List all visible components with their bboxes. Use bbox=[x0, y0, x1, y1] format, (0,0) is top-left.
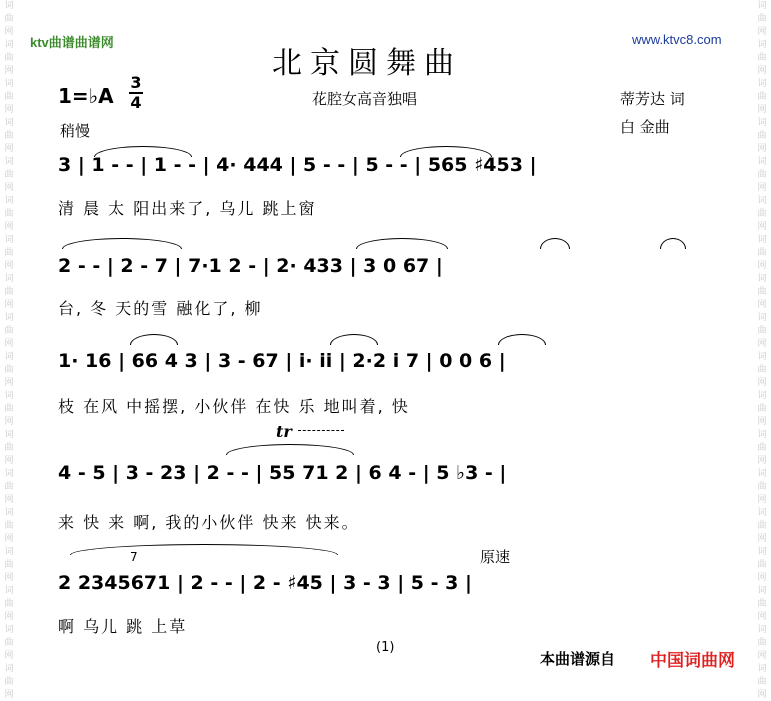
page-number: (1) bbox=[376, 640, 395, 655]
watermark-char: 曲 bbox=[757, 521, 767, 531]
tie-arc bbox=[356, 238, 448, 249]
tie-arc bbox=[498, 334, 546, 345]
watermark-char: 词 bbox=[757, 118, 767, 128]
watermark-char: 词 bbox=[757, 40, 767, 50]
site-label-left: ktv曲谱曲谱网 bbox=[30, 35, 114, 50]
watermark-char: 网 bbox=[757, 183, 767, 193]
watermark-char: 网 bbox=[757, 144, 767, 154]
notation-line-4: 4 - 5 | 3 - 23 | 2 - - | 55 71 2 | 6 4 - | 5 ♭3 - | bbox=[58, 462, 507, 484]
watermark-char: 曲 bbox=[4, 482, 14, 492]
watermark-char: 网 bbox=[757, 105, 767, 115]
watermark-char: 网 bbox=[4, 456, 14, 466]
watermark-char: 网 bbox=[757, 612, 767, 622]
lyric-line-4: 来 快 来 啊, 我的小伙伴 快来 快来。 bbox=[58, 513, 360, 532]
watermark-char: 词 bbox=[757, 586, 767, 596]
watermark-char: 网 bbox=[757, 456, 767, 466]
watermark-char: 网 bbox=[4, 534, 14, 544]
watermark-char: 词 bbox=[4, 235, 14, 245]
watermark-char: 词 bbox=[757, 430, 767, 440]
watermark-char: 词 bbox=[4, 664, 14, 674]
watermark-char: 词 bbox=[4, 118, 14, 128]
time-top: 3 bbox=[130, 73, 142, 92]
watermark-char: 网 bbox=[757, 651, 767, 661]
tempo-change: 原速 bbox=[480, 548, 511, 566]
watermark-char: 词 bbox=[757, 157, 767, 167]
watermark-char: 曲 bbox=[4, 599, 14, 609]
watermark-char: 曲 bbox=[757, 53, 767, 63]
watermark-char: 曲 bbox=[757, 443, 767, 453]
watermark-char: 词 bbox=[4, 508, 14, 518]
tie-arc bbox=[540, 238, 570, 249]
watermark-char: 曲 bbox=[4, 53, 14, 63]
watermark-char: 网 bbox=[4, 690, 14, 700]
watermark-char: 网 bbox=[757, 573, 767, 583]
lyric-line-1: 清 晨 太 阳出来了, 乌儿 跳上窗 bbox=[58, 199, 317, 218]
performance-note: 花腔女高音独唱 bbox=[312, 90, 418, 108]
watermark-char: 词 bbox=[757, 547, 767, 557]
tie-arc bbox=[660, 238, 686, 249]
watermark-char: 网 bbox=[4, 612, 14, 622]
watermark-char: 词 bbox=[757, 235, 767, 245]
watermark-char: 词 bbox=[4, 547, 14, 557]
watermark-char: 曲 bbox=[4, 365, 14, 375]
watermark-char: 网 bbox=[757, 261, 767, 271]
watermark-char: 曲 bbox=[757, 131, 767, 141]
watermark-char: 曲 bbox=[4, 560, 14, 570]
watermark-char: 曲 bbox=[757, 677, 767, 687]
watermark-char: 词 bbox=[4, 469, 14, 479]
notation-line-3: 1· 16 | 66 4 3 | 3 - 67 | i· ii | 2·2 i 7 | 0 0 6 | bbox=[58, 350, 506, 372]
watermark-char: 词 bbox=[757, 313, 767, 323]
watermark-char: 曲 bbox=[4, 521, 14, 531]
watermark-char: 曲 bbox=[757, 14, 767, 24]
watermark-char: 词 bbox=[4, 79, 14, 89]
watermark-char: 网 bbox=[4, 417, 14, 427]
watermark-char: 网 bbox=[4, 300, 14, 310]
watermark-char: 词 bbox=[4, 430, 14, 440]
trill-mark: tr bbox=[276, 422, 292, 441]
time-bottom: 4 bbox=[130, 93, 142, 112]
watermark-char: 曲 bbox=[757, 287, 767, 297]
watermark-char: 词 bbox=[4, 40, 14, 50]
watermark-char: 曲 bbox=[4, 404, 14, 414]
watermark-char: 网 bbox=[4, 378, 14, 388]
watermark-char: 词 bbox=[4, 352, 14, 362]
watermark-char: 词 bbox=[757, 196, 767, 206]
watermark-char: 曲 bbox=[4, 92, 14, 102]
watermark-char: 词 bbox=[757, 1, 767, 11]
watermark-char: 词 bbox=[4, 391, 14, 401]
watermark-char: 网 bbox=[4, 651, 14, 661]
lyricist: 蒂芳达 词 bbox=[620, 90, 685, 108]
watermark-char: 曲 bbox=[757, 170, 767, 180]
tie-arc bbox=[226, 444, 354, 455]
watermark-char: 网 bbox=[757, 339, 767, 349]
watermark-char: 曲 bbox=[757, 404, 767, 414]
watermark-char: 曲 bbox=[4, 443, 14, 453]
watermark-char: 曲 bbox=[4, 287, 14, 297]
watermark-char: 网 bbox=[757, 27, 767, 37]
watermark-char: 曲 bbox=[757, 209, 767, 219]
tie-arc bbox=[330, 334, 378, 345]
watermark-char: 词 bbox=[4, 196, 14, 206]
watermark-char: 词 bbox=[757, 508, 767, 518]
watermark-char: 词 bbox=[757, 79, 767, 89]
watermark-char: 曲 bbox=[4, 638, 14, 648]
site-label-right: www.ktvc8.com bbox=[632, 32, 722, 47]
watermark-char: 曲 bbox=[757, 638, 767, 648]
watermark-char: 词 bbox=[757, 352, 767, 362]
tie-arc bbox=[130, 334, 178, 345]
watermark-char: 词 bbox=[4, 586, 14, 596]
notation-line-1: 3 | 1 - - | 1 - - | 4· 444 | 5 - - | 5 - - | 565 ♯453 | bbox=[58, 154, 537, 176]
watermark-char: 网 bbox=[757, 378, 767, 388]
watermark-char: 网 bbox=[4, 573, 14, 583]
watermark-char: 曲 bbox=[4, 248, 14, 258]
tuplet-number: 7 bbox=[130, 550, 138, 564]
watermark-right bbox=[753, 0, 771, 700]
watermark-char: 网 bbox=[757, 534, 767, 544]
watermark-char: 词 bbox=[4, 313, 14, 323]
watermark-char: 网 bbox=[757, 417, 767, 427]
lyric-line-2: 台, 冬 天的雪 融化了, 柳 bbox=[58, 299, 263, 318]
slur-arc bbox=[70, 544, 338, 555]
watermark-char: 曲 bbox=[757, 482, 767, 492]
watermark-char: 网 bbox=[4, 222, 14, 232]
watermark-char: 曲 bbox=[757, 599, 767, 609]
watermark-char: 网 bbox=[4, 144, 14, 154]
watermark-char: 网 bbox=[4, 27, 14, 37]
composer: 白 金曲 bbox=[620, 118, 670, 136]
key-signature: 1=♭A bbox=[58, 84, 114, 108]
watermark-char: 曲 bbox=[757, 365, 767, 375]
watermark-char: 网 bbox=[4, 105, 14, 115]
tempo-marking: 稍慢 bbox=[60, 122, 91, 140]
watermark-char: 曲 bbox=[757, 92, 767, 102]
lyric-line-5: 啊 乌儿 跳 上草 bbox=[58, 617, 188, 636]
watermark-char: 曲 bbox=[4, 209, 14, 219]
watermark-char: 曲 bbox=[4, 131, 14, 141]
watermark-char: 曲 bbox=[4, 326, 14, 336]
watermark-char: 曲 bbox=[4, 170, 14, 180]
watermark-char: 网 bbox=[4, 495, 14, 505]
tie-arc bbox=[62, 238, 182, 249]
footer-source-label: 本曲谱源自 bbox=[540, 650, 616, 668]
watermark-char: 词 bbox=[757, 469, 767, 479]
watermark-char: 词 bbox=[4, 157, 14, 167]
notation-line-5: 2 2345671 | 2 - - | 2 - ♯45 | 3 - 3 | 5 - 3 | bbox=[58, 572, 472, 594]
watermark-char: 曲 bbox=[757, 248, 767, 258]
watermark-char: 词 bbox=[4, 625, 14, 635]
watermark-left bbox=[0, 0, 18, 700]
watermark-char: 网 bbox=[757, 222, 767, 232]
watermark-char: 曲 bbox=[4, 14, 14, 24]
watermark-char: 词 bbox=[757, 664, 767, 674]
watermark-char: 网 bbox=[4, 261, 14, 271]
time-signature bbox=[128, 74, 144, 112]
watermark-char: 曲 bbox=[757, 326, 767, 336]
watermark-char: 曲 bbox=[757, 560, 767, 570]
watermark-char: 词 bbox=[757, 625, 767, 635]
watermark-char: 网 bbox=[4, 183, 14, 193]
lyric-line-3: 枝 在风 中摇摆, 小伙伴 在快 乐 地叫着, 快 bbox=[58, 397, 410, 416]
watermark-char: 网 bbox=[757, 66, 767, 76]
watermark-char: 网 bbox=[757, 495, 767, 505]
watermark-char: 词 bbox=[757, 391, 767, 401]
footer-brand: 中国词曲网 bbox=[650, 651, 735, 671]
song-title: 北京圆舞曲 bbox=[272, 46, 462, 81]
watermark-char: 网 bbox=[4, 66, 14, 76]
watermark-char: 网 bbox=[4, 339, 14, 349]
watermark-char: 网 bbox=[757, 690, 767, 700]
watermark-char: 词 bbox=[4, 274, 14, 284]
notation-line-2: 2 - - | 2 - 7 | 7·1 2 - | 2· 433 | 3 0 67 | bbox=[58, 255, 443, 277]
trill-line bbox=[298, 430, 344, 431]
watermark-char: 网 bbox=[757, 300, 767, 310]
watermark-char: 词 bbox=[4, 1, 14, 11]
watermark-char: 词 bbox=[757, 274, 767, 284]
watermark-char: 曲 bbox=[4, 677, 14, 687]
